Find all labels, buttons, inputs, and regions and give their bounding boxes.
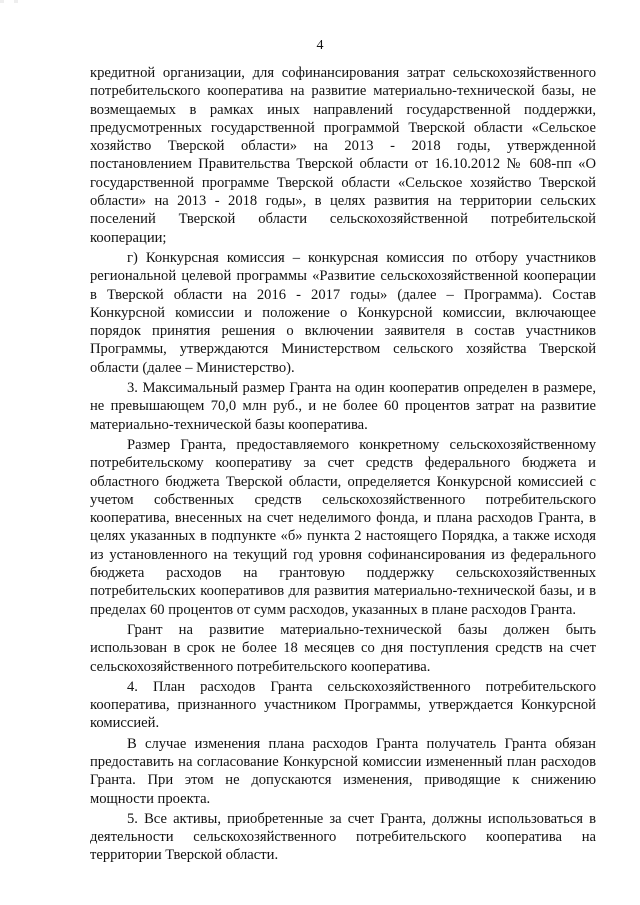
document-body <box>90 64 596 867</box>
paragraph-plan-change: В случае изменения плана расходов Гранта получатель Гранта обязан предоставить на согласование Конкурсной комиссии измененный план расходов Гранта. При этом не допускаются изменения, приводящие к снижению мощности проекта. <box>90 735 596 807</box>
paragraph-4-expense-plan: 4. План расходов Гранта сельскохозяйственного потребительского кооператива, признанного участником Программы, утверждается Конкурсной комиссией. <box>90 678 596 732</box>
paragraph-3-max-grant: 3. Максимальный размер Гранта на один кооператив определен в размере, не превышающем 70,0 млн руб., и не более 60 процентов затрат на развитие материально-технической базы кооператива. <box>90 380 596 433</box>
paragraph-grant-size: Размер Гранта, предоставляемого конкретному сельскохозяйственному потребительскому кооперативу за счет средств федерального бюджета и областного бюджета Тверской области, определяется Конкурсной комиссией с учетом собственных средств сельскохозяйственного потребительского кооператива, внесенных на счет неделимого фонда, и плана расходов Гранта, в целях указанных в подпункте «б» пункта 2 настоящего Порядка, а также исходя из установленного на текущий год уровня софинансирования из федерального бюджета расходов на грантовую поддержку сельскохозяйственных потребительских кооперативов для развития материально-технической базы, и в пределах 60 процентов от сумм расходов, указанных в плане расходов Гранта. <box>90 436 596 618</box>
page-number: 4 <box>316 38 324 53</box>
paragraph-continuation: кредитной организации, для софинансирования затрат сельскохозяйственного потребительского кооператива на развитие материально-технической базы, не возмещаемых в рамках иных направлений государственной поддержки, предусмотренных государственной программой Тверской области «Сельское хозяйство Тверской области» на 2013 - 2018 годы, утвержденной постановлением Правительства Тверской области от 16.10.2012 № 608-пп «О государственной программе Тверской области «Сельское хозяйство Тверской области» на 2013 - 2018 годы», в целях развития на территории сельских поселений Тверской области сельскохозяйственной потребительской кооперации; <box>90 65 596 246</box>
paragraph-5-assets: 5. Все активы, приобретенные за счет Гранта, должны использоваться в деятельности сельскохозяйственного потребительского кооператива на территории Тверской области. <box>90 810 596 864</box>
paragraph-grant-term: Грант на развитие материально-технической базы должен быть использован в срок не более 18 месяцев со дня поступления средств на счет сельскохозяйственного потребительского кооператива. <box>90 621 596 675</box>
paragraph-g-competition-commission: г) Конкурсная комиссия – конкурсная комиссия по отбору участников региональной целевой программы «Развитие сельскохозяйственной кооперации в Тверской области на 2016 - 2017 годы» (далее – Программа). Состав Конкурсной комиссии и положение о Конкурсной комиссии, включающее порядок принятия решения о включении заявителя в состав участников Программы, утверждаются Министерством сельского хозяйства Тверской области (далее – Министерство). <box>90 249 596 376</box>
scan-edge-mark <box>0 0 640 3</box>
